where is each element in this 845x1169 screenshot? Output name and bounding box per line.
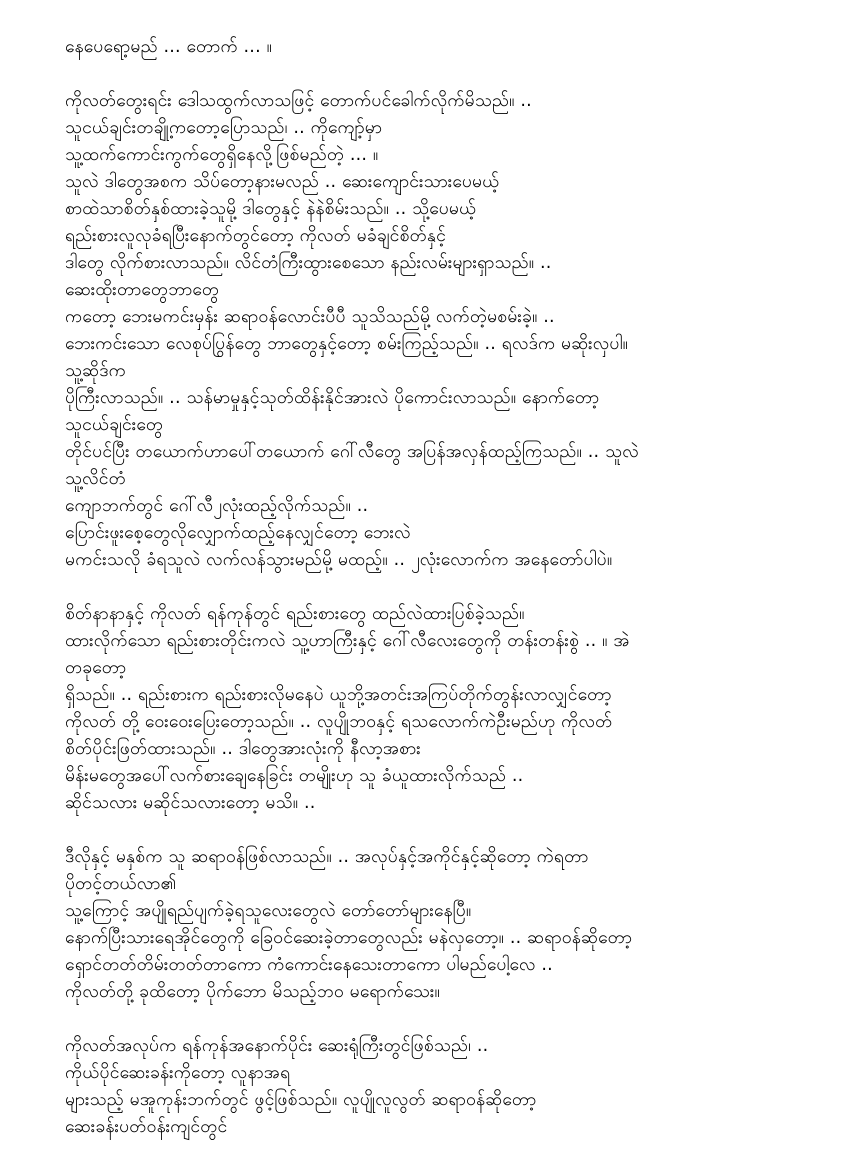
text-line: ရှိသည်။ .. ရည်းစားက ရည်းစားလိုမနေပဲ ယူဘို့အတင်းအကြပ်တိုက်တွန်းလာလျှင်တော့ — [65, 685, 612, 705]
paragraph — [65, 844, 805, 1006]
text-line: ရှောင်တတ်တိမ်းတတ်တာကော ကံကောင်းနေသေးတာကော ပါမည်ပေါ့လေ .. — [65, 955, 553, 975]
text-line: သူ့ဆိုဒ်က — [65, 361, 126, 381]
text-line: ထားလိုက်သော ရည်းစားတိုင်းကလဲ သူ့ဟာကြီးနှင့် ဂေါ်လီလေးတွေကို တန်းတန်းစွဲ .. ။ အဲ — [65, 631, 630, 651]
text-line: ကတော့ ဘေးမကင်းမှန်း ဆရာဝန်လောင်းပီပီ သူသိသည်မို့ လက်တဲ့မစမ်းခဲ့။ .. — [65, 307, 555, 327]
text-line: ပြောင်းဖူးစေ့တွေလိုလျှောက်ထည့်နေလျှင်တော့ ဘေးလဲ — [65, 523, 411, 543]
text-line: သူငယ်ချင်းတွေ — [65, 415, 164, 435]
text-line: ဒါတွေ လိုက်စားလာသည်။ လိင်တံကြီးထွားစေသော နည်းလမ်းများရှာသည်။ .. — [65, 253, 552, 273]
text-line: မိန်းမတွေအပေါ်လက်စားချေနေခြင်း တမျိုးဟု သူ ခံယူထားလိုက်သည် .. — [65, 766, 524, 786]
paragraph — [65, 34, 805, 61]
text-line: ပိုကြီးလာသည်။ .. သန်မာမှုနှင့်သုတ်ထိန်းနိုင်အားလဲ ပိုကောင်းလာသည်။ နောက်တော့ — [65, 388, 600, 408]
text-line: ကိုလတ်တို့ ခုထိတော့ ပိုက်ဘော မိသည့်ဘဝ မရောက်သေး။ — [65, 982, 440, 1002]
paragraph — [65, 601, 805, 817]
text-line: ဆိုင်သလား မဆိုင်သလားတော့ မသိ။ .. — [65, 793, 316, 813]
text-line: ဘေးကင်းသော လေစုပ်ပြွန်တွေ ဘာတွေနှင့်တော့ စမ်းကြည့်သည်။ .. ရလဒ်က မဆိုးလှပါ။ — [65, 334, 629, 354]
text-line: စိတ်ပိုင်းဖြတ်ထားသည်။ .. ဒါတွေအားလုံးကို နီလာ့အစား — [65, 739, 421, 759]
text-line: တခုတော့ — [65, 658, 127, 678]
text-line: သူငယ်ချင်းတချို့ကတော့ပြောသည်၊ .. ကိုကျော့်မှာ — [65, 118, 383, 138]
text-line: သူ့လိင်တံ — [65, 469, 126, 489]
text-line: များသည့် မအူကုန်းဘက်တွင် ဖွင့်ဖြစ်သည်။ လူပျိုလူလွတ် ဆရာဝန်ဆိုတော့ — [65, 1090, 537, 1110]
text-line: ဆေးခန်းပတ်ဝန်းကျင်တွင် — [65, 1117, 228, 1137]
text-line: ကိုလတ်အလုပ်က ရန်ကုန်အနောက်ပိုင်း ဆေးရုံကြီးတွင်ဖြစ်သည်၊ .. — [65, 1036, 489, 1056]
text-line: နေပေရော့မည် ... တောက် ... ။ — [65, 37, 273, 57]
text-line: သူလဲ ဒါတွေအစက သိပ်တော့နားမလည် .. ဆေးကျောင်းသားပေမယ့် — [65, 172, 500, 192]
text-line: ကျောဘက်တွင် ဂေါ်လီ၂လုံးထည့်လိုက်သည်။ .. — [65, 496, 369, 516]
text-line: ပိုတင့်တယ်လာ၏ — [65, 874, 177, 894]
text-line: ကိုယ်ပိုင်ဆေးခန်းကိုတော့ လူနာအရ — [65, 1063, 291, 1083]
paragraph — [65, 88, 805, 574]
text-line: ဆေးထိုးတာတွေဘာတွေ — [65, 280, 220, 300]
text-line: ဒီလိုနှင့် မနှစ်က သူ ဆရာဝန်ဖြစ်လာသည်။ .. အလုပ်နှင့်အကိုင်နှင့်ဆိုတော့ ကဲရတာ — [65, 847, 589, 867]
text-line: ကိုလတ်တွေးရင်း ဒေါသထွက်လာသဖြင့် တောက်ပင်ခေါက်လိုက်မိသည်။ .. — [65, 91, 532, 111]
text-line: တိုင်ပင်ပြီး တယောက်ဟာပေါ်တယောက် ဂေါ်လီတွေ အပြန်အလှန်ထည့်ကြသည်။ .. သူလဲ — [65, 442, 639, 462]
text-line: စာထဲသာစိတ်နှစ်ထားခဲ့သူမို့ ဒါတွေနှင့် နဲနဲစိမ်းသည်။ .. သို့ပေမယ့် — [65, 199, 477, 219]
text-line: မကင်းသလို ခံရသူလဲ လက်လန်သွားမည်မို့ မထည့်။ .. ၂လုံးလောက်က အနေတော်ပါပဲ။ — [65, 550, 613, 570]
text-line: သူ့ထက်ကောင်းကွက်တွေရှိနေလို့ဖြစ်မည်တဲ့ ... ။ — [65, 145, 379, 165]
text-line: ရည်းစားလူလုခံရပြီးနောက်တွင်တော့ ကိုလတ် မခံချင်စိတ်နှင့် — [65, 226, 447, 246]
text-line: ကိုလတ် တို့ ဝေးဝေးပြေးတော့သည်။ .. လူပျိုဘဝနှင့် ရသလောက်ကဲဦးမည်ဟု ကိုလတ် — [65, 712, 613, 732]
paragraph — [65, 1033, 805, 1141]
text-line: စိတ်နာနာနှင့် ကိုလတ် ရန်ကုန်တွင် ရည်းစားတွေ ထည်လဲထားပြစ်ခဲ့သည်။ — [65, 604, 525, 624]
text-line: နောက်ပြီးသားရေအိုင်တွေကို ခြေဝင်ဆေးခဲ့တာတွေလည်း မနဲလှတော့။ .. ဆရာဝန်ဆိုတော့ — [65, 928, 633, 948]
text-line: သူ့ကြောင့် အပျိုရည်ပျက်ခဲ့ရသူလေးတွေလဲ တော်တော်များနေပြီ။ — [65, 901, 472, 921]
